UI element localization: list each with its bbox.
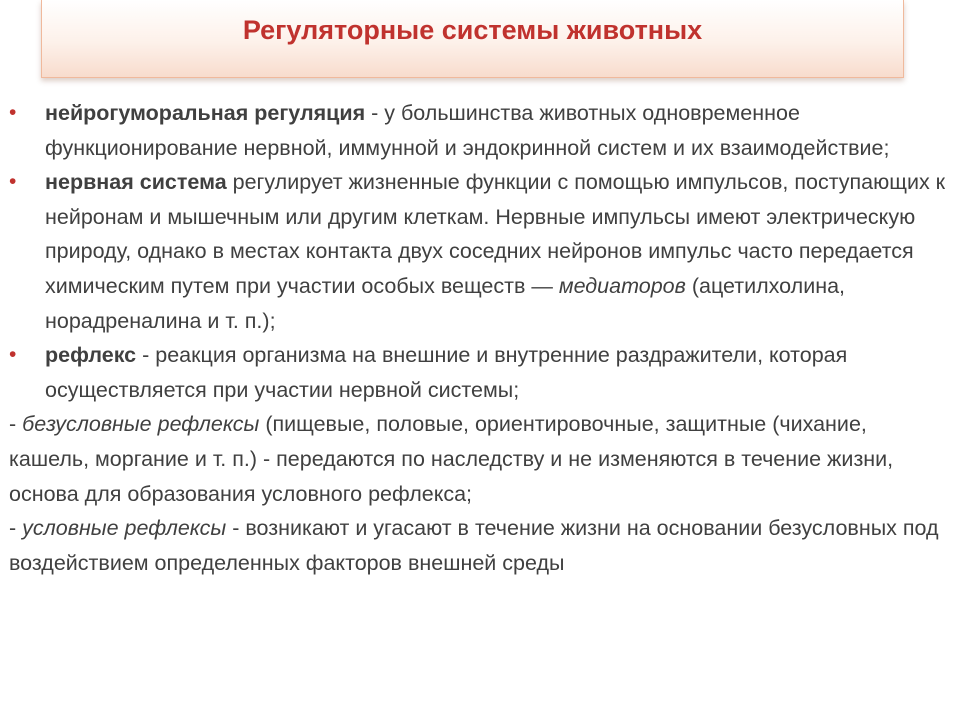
definition-neurohumoral: - у большинства животных одновременное функционирование нервной, иммунной и эндокринной систем и их взаимодействие;: [45, 101, 890, 160]
dash-prefix: -: [9, 516, 23, 541]
bullet-reflex: [0, 338, 960, 407]
bullet-icon: •: [9, 343, 17, 367]
slide-content: [0, 96, 960, 580]
definition-reflex: - реакция организма на внешние и внутренние раздражители, которая осуществляется при участии нервной системы;: [45, 343, 848, 402]
term-neurohumoral: нейрогуморальная регуляция: [45, 101, 366, 125]
term-conditioned-reflexes: условные рефлексы: [22, 516, 227, 541]
definition-unconditioned-reflexes: (пищевые, половые, ориентировочные, защитные (чихание, кашель, моргание и т. п.) - передаются по наследству и не изменяются в течение жизни, основа для образования условного рефлекса;: [9, 412, 894, 506]
bullet-nervous-system: [0, 165, 960, 338]
definition-nervous-system-end: (ацетилхолина, норадреналина и т. п.);: [45, 273, 846, 333]
title-banner: [41, 0, 904, 78]
slide-title: Регуляторные системы животных: [242, 15, 703, 45]
bullet-icon: •: [9, 170, 17, 194]
dash-prefix: -: [9, 412, 23, 437]
term-unconditioned-reflexes: безусловные рефлексы: [22, 412, 260, 437]
paragraph-conditioned-reflexes: [0, 511, 960, 580]
bullet-neurohumoral: [0, 96, 960, 165]
definition-conditioned-reflexes: - возникают и угасают в течение жизни на основании безусловных под воздействием определенных факторов внешней среды: [9, 516, 939, 575]
term-reflex: рефлекс: [45, 343, 137, 368]
definition-nervous-system: регулирует жизненные функции с помощью импульсов, поступающих к нейронам и мышечным или другим клеткам. Нервные импульсы имеют электрическую природу, однако в местах контакта двух соседних нейронов импульс часто передается химическим путем при участии особых веществ —: [45, 170, 946, 298]
term-mediators: медиаторов: [558, 273, 686, 298]
bullet-icon: •: [9, 101, 17, 124]
term-nervous-system: нервная система: [45, 170, 227, 195]
paragraph-unconditioned-reflexes: [0, 407, 960, 511]
